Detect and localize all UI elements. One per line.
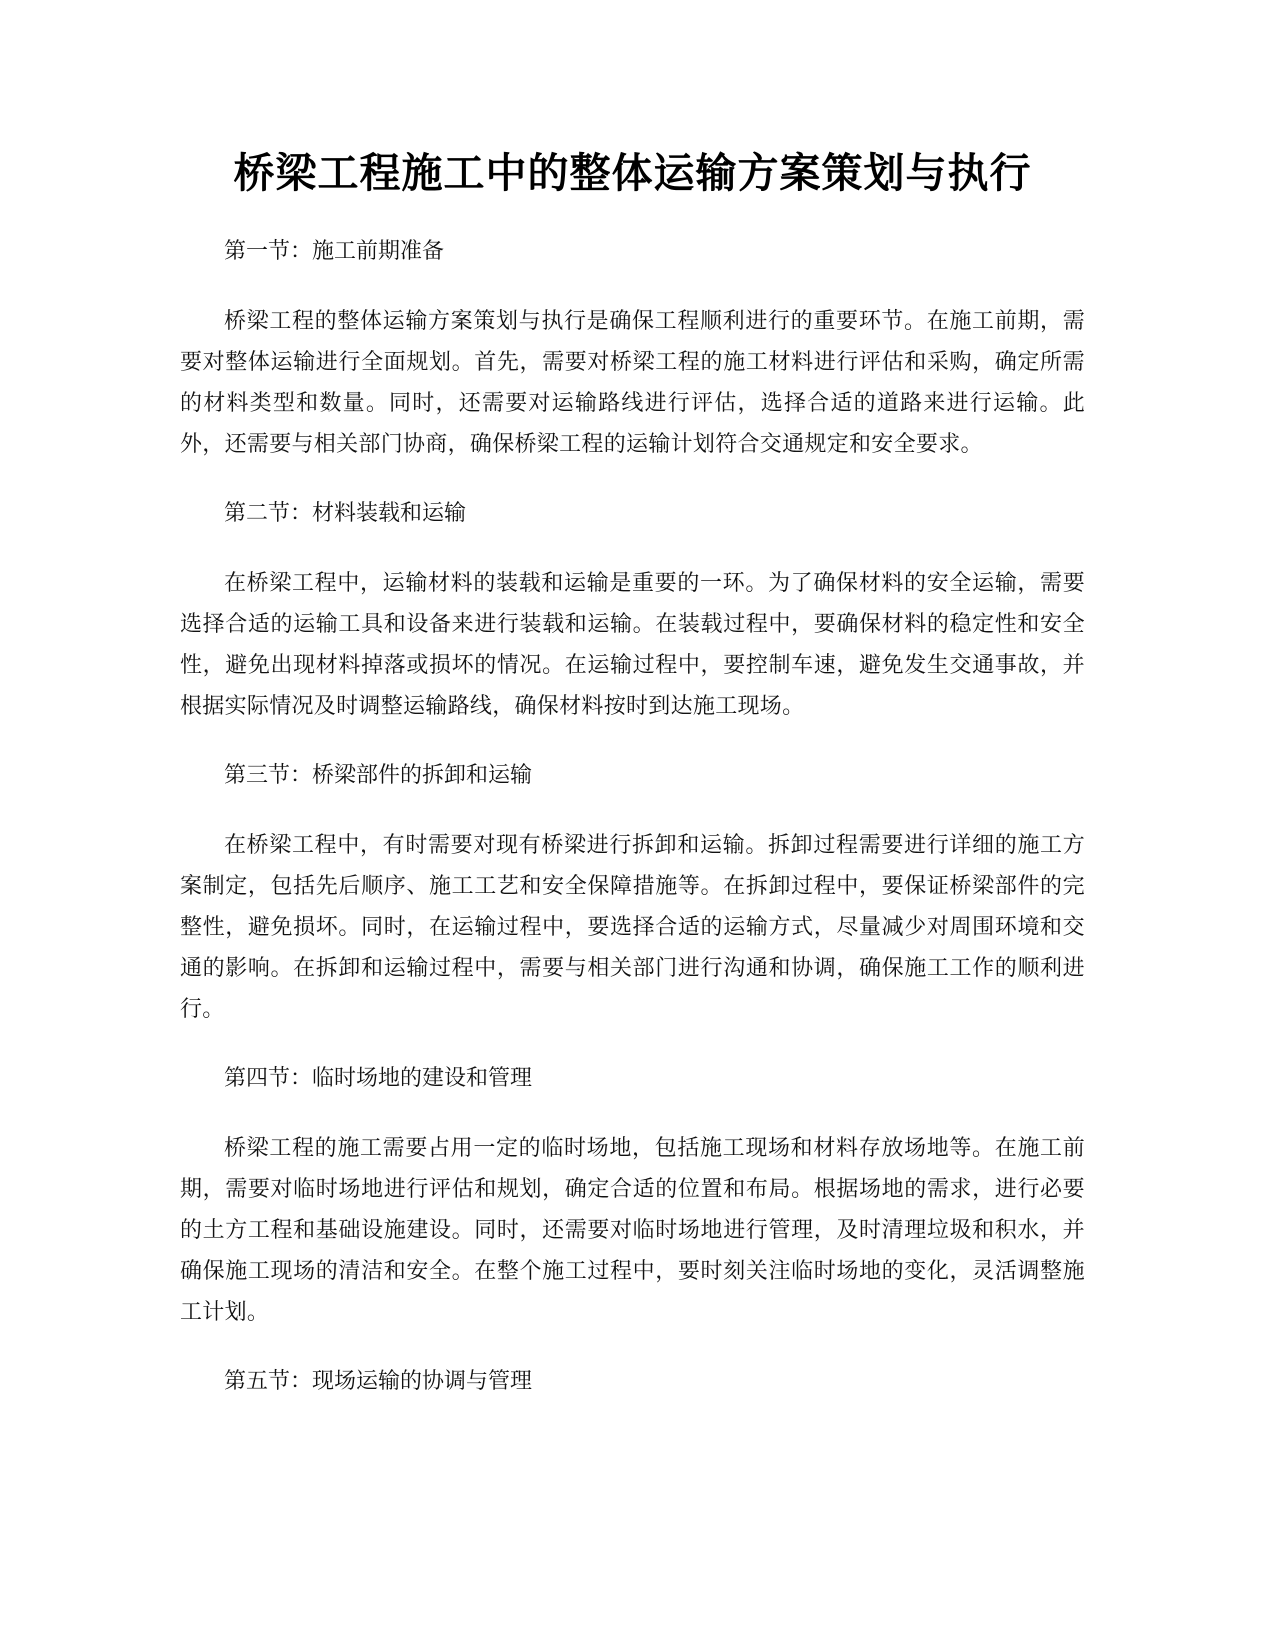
section-paragraph-2: 在桥梁工程中，运输材料的装载和运输是重要的一环。为了确保材料的安全运输，需要选择合适的运输工具和设备来进行装载和运输。在装载过程中，要确保材料的稳定性和安全性，避免出现材料掉落或损坏的情况。在运输过程中，要控制车速，避免发生交通事故，并根据实际情况及时调整运输路线，确保材料按时到达施工现场。 bbox=[180, 571, 1085, 719]
section-paragraph-4: 桥梁工程的施工需要占用一定的临时场地，包括施工现场和材料存放场地等。在施工前期，需要对临时场地进行评估和规划，确定合适的位置和布局。根据场地的需求，进行必要的土方工程和基础设施建设。同时，还需要对临时场地进行管理，及时清理垃圾和积水，并确保施工现场的清洁和安全。在整个施工过程中，要时刻关注临时场地的变化，灵活调整施工计划。 bbox=[180, 1136, 1085, 1325]
section-heading-2: 第二节：材料装载和运输 bbox=[224, 501, 467, 526]
section-heading-4: 第四节：临时场地的建设和管理 bbox=[224, 1066, 533, 1091]
document-body bbox=[180, 232, 1085, 1431]
section-paragraph-1: 桥梁工程的整体运输方案策划与执行是确保工程顺利进行的重要环节。在施工前期，需要对整体运输进行全面规划。首先，需要对桥梁工程的施工材料进行评估和采购，确定所需的材料类型和数量。同时，还需要对运输路线进行评估，选择合适的道路来进行运输。此外，还需要与相关部门协商，确保桥梁工程的运输计划符合交通规定和安全要求。 bbox=[180, 309, 1085, 457]
document-title: 桥梁工程施工中的整体运输方案策划与执行 bbox=[233, 149, 1032, 197]
section-heading-1: 第一节：施工前期准备 bbox=[224, 239, 445, 264]
section-heading-5: 第五节：现场运输的协调与管理 bbox=[224, 1369, 533, 1394]
section-paragraph-3: 在桥梁工程中，有时需要对现有桥梁进行拆卸和运输。拆卸过程需要进行详细的施工方案制定，包括先后顺序、施工工艺和安全保障措施等。在拆卸过程中，要保证桥梁部件的完整性，避免损坏。同时，在运输过程中，要选择合适的运输方式，尽量减少对周围环境和交通的影响。在拆卸和运输过程中，需要与相关部门进行沟通和协调，确保施工工作的顺利进行。 bbox=[180, 833, 1085, 1022]
section-heading-3: 第三节：桥梁部件的拆卸和运输 bbox=[224, 763, 533, 788]
